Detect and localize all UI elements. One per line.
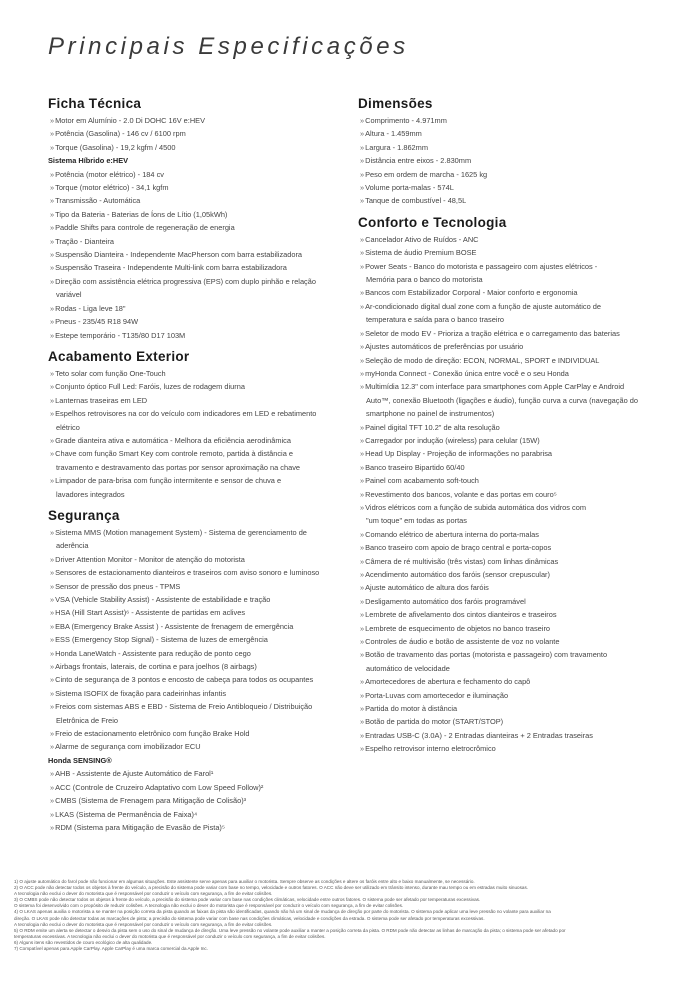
spec-item: [48, 781, 348, 794]
spec-text: Potência (Gasolina) - 146 cv / 6100 rpm: [55, 129, 186, 139]
spec-text: Sensor de pressão dos pneus - TPMS: [55, 581, 181, 591]
footnote-line: direção. O LKAS pode não detectar todas as marcações de pista; a precisão do sistema pode variar com base nas condições climáticas, velocidade e condições da estrada. O sistema pode ser afetado por temperaturas excessivas.: [14, 915, 485, 921]
bullet-icon: »: [360, 382, 365, 392]
spec-text: Multimídia 12.3" com interface para smartphones com Apple CarPlay e Android: [365, 382, 625, 392]
spec-item: [358, 689, 670, 702]
bullet-icon: »: [360, 342, 365, 352]
footnote-line: 4) O LKAS apenas auxilia o motorista a se manter na posição correta da pista quando as faixas da pista são identificadas, quando não há um sinal de mudança de direção por parte do motorista. O sistema pode aplicar uma leve pressão no volante para auxiliar na: [14, 909, 551, 915]
bullet-icon: »: [360, 543, 365, 553]
spec-item: [48, 168, 348, 181]
bullet-icon: »: [360, 248, 365, 258]
bullet-icon: »: [360, 368, 365, 378]
spec-text-continued: automático de velocidade: [366, 663, 450, 673]
spec-text: AHB - Assistente de Ajuste Automático de Farol¹: [55, 769, 214, 779]
bullet-icon: »: [50, 449, 55, 459]
spec-text-continued: Auto™, conexão Bluetooth (ligações e áudio), função curva a curva (navegação do smartphone no painel de instrumentos): [366, 395, 638, 419]
spec-text: ESS (Emergency Stop Signal) - Sistema de luzes de emergência: [55, 635, 268, 645]
spec-text: Botão de partida do motor (START/STOP): [365, 717, 504, 727]
spec-text: Porta-Luvas com amortecedor e iluminação: [365, 690, 509, 700]
page-title: Principais Especificações: [48, 33, 409, 60]
bullet-icon: »: [360, 449, 365, 459]
footnote-line: O sistema foi desenvolvido com o propósito de reduzir colisões. A tecnologia não exclui o dever do motorista que é responsável por conduzir o veículo com segurança, a fim de evitar colisões.: [14, 903, 404, 909]
bullet-icon: »: [50, 675, 55, 685]
spec-text: RDM (Sistema para Mitigação de Evasão de Pista)⁵: [55, 822, 225, 832]
footnote-line: 2) O ACC pode não detectar todos os objetos à frente do veículo, a precisão do sistema pode variar com base no tempo, velocidade e outros fatores. O ACC não deve ser utilizado em trânsito intenso, durante mau tempo ou em estradas muito sinuosas.: [14, 885, 529, 891]
spec-item: [48, 235, 348, 248]
spec-text-continued: lavadores integrados: [56, 489, 125, 499]
spec-text: Head Up Display - Projeção de informações no parabrisa: [365, 449, 553, 459]
spec-item: [48, 687, 348, 700]
spec-text: Transmissão - Automática: [55, 196, 141, 206]
bullet-icon: »: [50, 742, 55, 752]
spec-text: Potência (motor elétrico) - 184 cv: [55, 169, 164, 179]
spec-item: [48, 261, 348, 274]
spec-item: [48, 553, 348, 566]
spec-text: Freios com sistemas ABS e EBD - Sistema de Freio Antibloqueio / Distribuição: [55, 702, 313, 712]
footnote-line: A tecnologia não exclui o dever do motorista que é responsável por conduzir o veículo com segurança, a fim de evitar colisões.: [14, 921, 273, 927]
section-heading: Ficha Técnica: [48, 96, 142, 111]
bullet-icon: »: [360, 744, 365, 754]
spec-item: [358, 595, 670, 608]
spec-text: Suspensão Traseira - Independente Multi-link com barra estabilizadora: [55, 263, 287, 273]
spec-text: Honda SENSING®: [48, 755, 112, 765]
spec-text: Volume porta-malas - 574L: [365, 183, 454, 193]
bullet-icon: »: [360, 556, 365, 566]
spec-item: [358, 233, 670, 246]
spec-text: CMBS (Sistema de Frenagem para Mitigação de Colisão)³: [55, 796, 247, 806]
spec-item: [358, 729, 670, 742]
bullet-icon: »: [360, 677, 365, 687]
spec-item: [48, 566, 348, 579]
spec-item: [358, 181, 670, 194]
spec-item: [358, 367, 670, 380]
spec-text: Painel com acabamento soft-touch: [365, 476, 479, 486]
spec-item: [48, 114, 348, 127]
spec-text: Comprimento - 4.971mm: [365, 116, 447, 125]
bullet-icon: »: [50, 223, 55, 233]
spec-text: Vidros elétricos com a função de subida automática dos vidros com: [365, 502, 586, 512]
spec-text: Driver Attention Monitor - Monitor de atenção do motorista: [55, 554, 245, 564]
bullet-icon: »: [50, 608, 55, 618]
spec-item: [48, 526, 348, 553]
spec-item: [48, 660, 348, 673]
section-conforto-e-tecnologia: [358, 215, 670, 756]
spec-text: Carregador por indução (wireless) para celular (15W): [365, 435, 540, 445]
bullet-icon: »: [50, 729, 55, 739]
spec-text: Peso em ordem de marcha - 1625 kg: [365, 169, 488, 179]
spec-item: [48, 194, 348, 207]
spec-text: Espelho retrovisor interno eletrocrômico: [365, 744, 496, 754]
spec-text: Grade dianteira ativa e automática - Melhora da eficiência aerodinâmica: [55, 435, 291, 445]
spec-item: [358, 488, 670, 501]
spec-item: [48, 633, 348, 646]
bullet-icon: »: [50, 688, 55, 698]
spec-item: [358, 340, 670, 353]
spec-text: Distância entre eixos - 2.830mm: [365, 156, 472, 166]
spec-item: [48, 821, 348, 834]
spec-text-continued: aderência: [56, 541, 89, 551]
spec-list: [358, 114, 670, 208]
spec-item: [48, 367, 348, 380]
spec-text-continued: elétrico: [56, 422, 80, 432]
spec-text: Espelhos retrovisores na cor do veículo com indicadores em LED e rebatimento: [55, 409, 317, 419]
section-seguranca: [48, 508, 348, 834]
bullet-icon: »: [50, 662, 55, 672]
footnote-line: 3) O CMBS pode não detectar todos os objetos à frente do veículo, a precisão do sistema pode variar com base nas condições climáticas, velocidade entre outros fatores. O sistema pode ser afetado por temperaturas excessivas.: [14, 897, 481, 903]
bullet-icon: »: [360, 570, 365, 579]
spec-text: Conjunto óptico Full Led: Faróis, luzes de rodagem diurna: [55, 382, 245, 392]
bullet-icon: »: [360, 476, 365, 486]
bullet-icon: »: [360, 116, 365, 125]
section-heading: Dimensões: [358, 96, 433, 111]
bullet-icon: »: [50, 183, 55, 193]
bullet-icon: »: [50, 116, 55, 125]
bullet-icon: »: [50, 568, 55, 578]
spec-text: Direção com assistência elétrica progressiva (EPS) com duplo pinhão e relação: [55, 276, 316, 286]
spec-text: Entradas USB-C (3.0A) - 2 Entradas dianteiras + 2 Entradas traseiras: [365, 730, 593, 740]
bullet-icon: »: [50, 796, 55, 806]
spec-text: Comando elétrico de abertura interna do porta-malas: [365, 529, 539, 539]
spec-text: Honda LaneWatch - Assistente para redução de ponto cego: [55, 648, 251, 658]
spec-text: LKAS (Sistema de Permanência de Faixa)⁴: [55, 809, 198, 819]
bullet-icon: »: [50, 368, 55, 378]
spec-item: [358, 286, 670, 299]
spec-text: Teto solar com função One-Touch: [55, 368, 166, 378]
bullet-icon: »: [360, 529, 365, 539]
spec-item: [358, 168, 670, 181]
spec-item: [48, 275, 348, 302]
spec-text: Lanternas traseiras em LED: [55, 395, 148, 405]
spec-item: [48, 181, 348, 194]
bullet-icon: »: [50, 169, 55, 179]
spec-text: Controles de áudio e botão de assistente de voz no volante: [365, 637, 560, 647]
spec-item: [48, 808, 348, 821]
spec-item: [48, 407, 348, 434]
bullet-icon: »: [50, 409, 55, 419]
spec-text: ACC (Controle de Cruzeiro Adaptativo com Low Speed Follow)²: [55, 782, 264, 792]
bullet-icon: »: [360, 502, 365, 512]
spec-text: Sistema ISOFIX de fixação para cadeirinhas infantis: [55, 688, 227, 698]
section-heading: Acabamento Exterior: [48, 348, 190, 364]
spec-text: myHonda Connect - Conexão única entre você e o seu Honda: [365, 368, 569, 378]
bullet-icon: »: [50, 142, 55, 152]
spec-text: Lembrete de esquecimento de objetos no banco traseiro: [365, 623, 551, 633]
spec-text: Partida do motor à distância: [365, 704, 458, 714]
spec-text: Altura - 1.459mm: [365, 129, 422, 139]
spec-text: VSA (Vehicle Stability Assist) - Assistente de estabilidade e tração: [55, 595, 271, 604]
spec-item: [358, 715, 670, 728]
bullet-icon: »: [50, 554, 55, 564]
spec-item: [48, 315, 348, 328]
spec-item: [358, 702, 670, 715]
spec-item: [48, 380, 348, 393]
spec-text-continued: Eletrônica de Freio: [56, 715, 119, 725]
bullet-icon: »: [360, 730, 365, 740]
section-dimensoes: [358, 96, 670, 208]
spec-text: Lembrete de afivelamento dos cintos dianteiros e traseiros: [365, 610, 557, 620]
bullet-icon: »: [360, 489, 365, 499]
spec-item: [48, 447, 348, 474]
spec-text-continued: variável: [56, 290, 82, 300]
spec-item: [358, 528, 670, 541]
bullet-icon: »: [50, 382, 55, 392]
spec-text: Limpador de para-brisa com função intermitente e sensor de chuva e: [55, 476, 282, 486]
spec-item: [358, 421, 670, 434]
spec-item: [48, 221, 348, 234]
spec-item: [358, 622, 670, 635]
spec-text: EBA (Emergency Brake Assist ) - Assistente de frenagem de emergência: [55, 621, 294, 631]
spec-text: Rodas - Liga leve 18": [55, 303, 126, 313]
spec-item: [358, 675, 670, 688]
bullet-icon: »: [50, 196, 55, 206]
spec-item: [48, 474, 348, 501]
bullet-icon: »: [50, 435, 55, 445]
footnote-line: 1) O ajuste automático do farol pode não funcionar em algumas situações. Este assistente serve apenas para auxiliar o motorista. Sempre observe as condições e altere os faróis entre alto e baixo manualmente, se necessário.: [14, 879, 475, 884]
bullet-icon: »: [360, 704, 365, 714]
spec-item: [48, 767, 348, 780]
spec-item: [358, 154, 670, 167]
spec-item: [358, 447, 670, 460]
bullet-icon: »: [50, 236, 55, 246]
spec-list: [48, 367, 348, 501]
spec-text: Seleção de modo de direção: ECON, NORMAL, SPORT e INDIVIDUAL: [365, 355, 600, 365]
spec-text: Ar-condicionado digital dual zone com a função de ajuste automático de: [365, 301, 601, 311]
footnote-line: 6) Alguns itens são revestidos de couro ecológico de alta qualidade.: [14, 939, 153, 945]
spec-item: [48, 580, 348, 593]
spec-subheading: [48, 154, 348, 167]
spec-item: [358, 648, 670, 675]
spec-text: Sistema Híbrido e:HEV: [48, 156, 129, 166]
bullet-icon: »: [360, 623, 365, 633]
spec-text-continued: travamento e destravamento das portas por sensor aproximação na chave: [56, 462, 301, 472]
bullet-icon: »: [50, 209, 55, 219]
spec-text: Botão de travamento das portas (motorista e passageiro) com travamento: [365, 650, 608, 660]
spec-text: Paddle Shifts para controle de regeneração de energia: [55, 223, 235, 233]
bullet-icon: »: [50, 809, 55, 819]
footnote-line: A tecnologia não exclui o dever do motorista que é responsável por conduzir o veículo com segurança, a fim de evitar colisões.: [14, 891, 273, 897]
spec-text: HSA (Hill Start Assist)⁶ - Assistente de partidas em aclives: [55, 608, 246, 618]
bullet-icon: »: [50, 648, 55, 658]
bullet-icon: »: [50, 595, 55, 604]
bullet-icon: »: [360, 610, 365, 620]
spec-text-continued: Memória para o banco do motorista: [366, 275, 483, 285]
bullet-icon: »: [50, 303, 55, 313]
bullet-icon: »: [50, 527, 55, 537]
bullet-icon: »: [360, 650, 365, 660]
spec-text: Torque (Gasolina) - 19,2 kgfm / 4500: [55, 142, 176, 152]
spec-text-continued: temperatura e saída para o banco traseiro: [366, 315, 505, 325]
bullet-icon: »: [360, 355, 365, 365]
bullet-icon: »: [50, 129, 55, 139]
spec-item: [358, 354, 670, 367]
bullet-icon: »: [360, 129, 365, 139]
bullet-icon: »: [50, 782, 55, 792]
spec-text: Bancos com Estabilizador Corporal - Maior conforto e ergonomia: [365, 288, 578, 298]
spec-item: [358, 380, 670, 420]
spec-item: [48, 394, 348, 407]
bullet-icon: »: [360, 288, 365, 298]
section-heading: Conforto e Tecnologia: [358, 214, 507, 230]
spec-item: [48, 127, 348, 140]
bullet-icon: »: [360, 234, 365, 244]
spec-text-continued: "um toque" em todas as portas: [366, 516, 467, 526]
bullet-icon: »: [360, 261, 365, 271]
bullet-icon: »: [50, 395, 55, 405]
bullet-icon: »: [360, 328, 365, 338]
footnote-line: 5) O RDM emite um alerta se detectar o desvio da pista sem o uso do sinal de mudança de direção. Uma leve pressão no volante pode auxiliar a manter a posição correta da pista. O RDM pode não detectar as linhas de marcação da pista; o sistema pode ser afetado por: [14, 927, 566, 933]
spec-list: [48, 114, 348, 342]
bullet-icon: »: [50, 317, 55, 327]
spec-item: [358, 246, 670, 259]
spec-text: Revestimento dos bancos, volante e das portas em couro⁵: [365, 489, 557, 499]
spec-text: Motor em Alumínio - 2.0 Di DOHC 16V e:HEV: [55, 116, 206, 125]
spec-item: [48, 647, 348, 660]
spec-item: [48, 794, 348, 807]
spec-item: [48, 329, 348, 342]
spec-text: Estepe temporário - T135/80 D17 103M: [55, 330, 186, 340]
spec-text: Ajustes automáticos de preferências por usuário: [365, 342, 524, 352]
spec-text: Tração - Dianteira: [55, 236, 114, 246]
bullet-icon: »: [360, 596, 365, 606]
spec-item: [48, 302, 348, 315]
bullet-icon: »: [360, 142, 365, 152]
spec-item: [358, 114, 670, 127]
bullet-icon: »: [360, 169, 365, 179]
bullet-icon: »: [50, 635, 55, 645]
bullet-icon: »: [50, 276, 55, 286]
bullet-icon: »: [50, 250, 55, 260]
bullet-icon: »: [360, 717, 365, 727]
spec-item: [48, 700, 348, 727]
spec-text: Banco traseiro com apoio de braço central e porta-copos: [365, 543, 552, 553]
spec-item: [358, 434, 670, 447]
left-column: [48, 96, 348, 841]
spec-item: [48, 620, 348, 633]
bullet-icon: »: [360, 301, 365, 311]
spec-list: [358, 233, 670, 756]
bullet-icon: »: [360, 422, 365, 432]
spec-item: [358, 194, 670, 207]
spec-item: [358, 555, 670, 568]
spec-text: Airbags frontais, laterais, de cortina e para joelhos (8 airbags): [55, 662, 257, 672]
spec-text: Tanque de combustível - 48,5L: [365, 196, 467, 206]
bullet-icon: »: [50, 822, 55, 832]
right-column: [358, 96, 670, 763]
spec-item: [48, 248, 348, 261]
bullet-icon: »: [50, 476, 55, 486]
bullet-icon: »: [50, 769, 55, 779]
spec-item: [358, 127, 670, 140]
spec-item: [48, 141, 348, 154]
spec-item: [48, 208, 348, 221]
bullet-icon: »: [360, 583, 365, 593]
spec-item: [48, 727, 348, 740]
bullet-icon: »: [50, 263, 55, 273]
bullet-icon: »: [360, 435, 365, 445]
spec-text: Desligamento automático dos faróis programável: [365, 596, 526, 606]
spec-item: [358, 635, 670, 648]
spec-text: Pneus - 235/45 R18 94W: [55, 317, 139, 327]
spec-text: Banco traseiro Bipartido 60/40: [365, 462, 465, 472]
spec-item: [358, 541, 670, 554]
spec-item: [48, 434, 348, 447]
spec-item: [48, 740, 348, 753]
bullet-icon: »: [360, 196, 365, 206]
bullet-icon: »: [50, 702, 55, 712]
spec-text: Power Seats - Banco do motorista e passageiro com ajustes elétricos -: [365, 261, 598, 271]
spec-text: Câmera de ré multivisão (três vistas) com linhas dinâmicas: [365, 556, 559, 566]
spec-text: Cinto de segurança de 3 pontos e encosto de cabeça para todos os ocupantes: [55, 675, 314, 685]
section-ficha-tecnica: [48, 96, 348, 342]
spec-text: Cancelador Ativo de Ruídos - ANC: [365, 234, 479, 244]
spec-text: Acendimento automático dos faróis (sensor crepuscular): [365, 570, 550, 579]
spec-text: Alarme de segurança com imobilizador ECU: [55, 742, 201, 752]
bullet-icon: »: [50, 621, 55, 631]
spec-item: [358, 474, 670, 487]
bullet-icon: »: [50, 330, 55, 340]
spec-item: [358, 300, 670, 327]
spec-item: [358, 568, 670, 581]
spec-subheading: [48, 754, 348, 767]
spec-item: [358, 581, 670, 594]
spec-text: Suspensão Dianteira - Independente MacPherson com barra estabilizadora: [55, 250, 303, 260]
spec-item: [358, 742, 670, 755]
spec-text: Sistema de áudio Premium BOSE: [365, 248, 477, 258]
footnote-line: temperaturas excessivas. A tecnologia não exclui o dever do motorista que é responsável por conduzir o veículo com segurança, a fim de evitar colisões.: [14, 933, 326, 939]
spec-text: Painel digital TFT 10.2" de alta resolução: [365, 422, 500, 432]
section-heading: Segurança: [48, 507, 120, 523]
spec-text: Torque (motor elétrico) - 34,1 kgfm: [55, 183, 169, 193]
spec-item: [48, 593, 348, 606]
bullet-icon: »: [360, 637, 365, 647]
spec-item: [358, 608, 670, 621]
section-acabamento-exterior: [48, 349, 348, 501]
spec-text: Sensores de estacionamento dianteiros e traseiros com aviso sonoro e luminoso: [55, 568, 320, 578]
footnote-line: 7) Compatível apenas para Apple CarPlay. Apple CarPlay é uma marca comercial da Apple Inc.: [14, 946, 208, 952]
spec-text: Freio de estacionamento eletrônico com função Brake Hold: [55, 729, 250, 739]
spec-text: Sistema MMS (Motion management System) - Sistema de gerenciamento de: [55, 527, 307, 537]
bullet-icon: »: [360, 462, 365, 472]
bullet-icon: »: [360, 690, 365, 700]
spec-item: [48, 606, 348, 619]
spec-list: [48, 526, 348, 834]
footnotes: [14, 879, 690, 952]
spec-text: Chave com função Smart Key com controle remoto, partida à distância e: [55, 449, 293, 459]
spec-text: Seletor de modo EV - Prioriza a tração elétrica e o carregamento das baterias: [365, 328, 620, 338]
spec-text: Tipo da Bateria - Baterias de Íons de Lítio (1,05kWh): [55, 209, 228, 219]
spec-item: [358, 501, 670, 528]
bullet-icon: »: [360, 156, 365, 166]
bullet-icon: »: [360, 183, 365, 193]
spec-text: Amortecedores de abertura e fechamento do capô: [365, 677, 531, 687]
spec-text: Ajuste automático de altura dos faróis: [365, 583, 489, 593]
bullet-icon: »: [50, 581, 55, 591]
spec-item: [358, 327, 670, 340]
spec-text: Largura - 1.862mm: [365, 142, 428, 152]
spec-item: [358, 461, 670, 474]
spec-item: [48, 673, 348, 686]
spec-item: [358, 260, 670, 287]
spec-item: [358, 141, 670, 154]
